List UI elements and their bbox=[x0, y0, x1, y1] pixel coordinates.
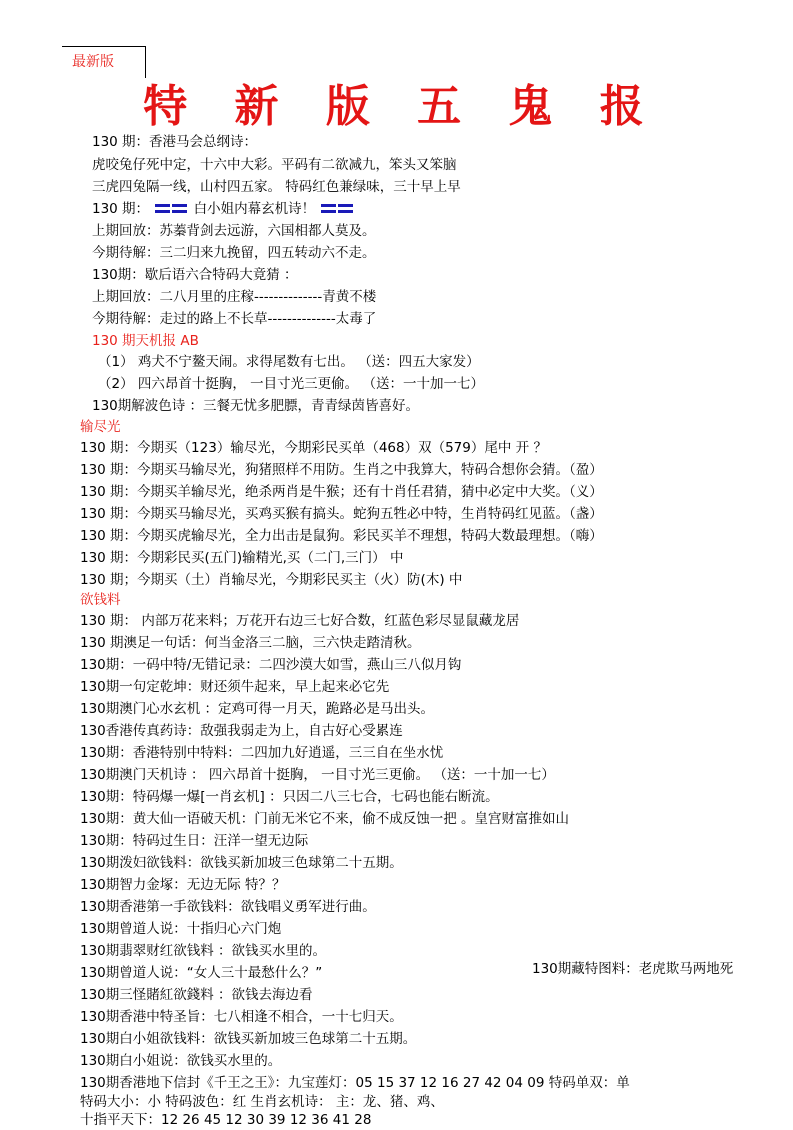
text-line: 130期翡翠财红欲钱料 ：欲钱买水里的。 bbox=[80, 943, 327, 959]
text-line: （2） 四六昂首十挺胸， 一目寸光三更偷。 （送：一十加一七） bbox=[98, 376, 484, 392]
text-line: 130期泼妇欲钱料：欲钱买新加坡三色球第二十五期。 bbox=[80, 855, 403, 871]
text-line: 130期香港地下信封《千王之王》：九宝莲灯：05 15 37 12 16 27 42 04 09 特码单双：单 bbox=[80, 1075, 630, 1091]
text-line: 130 期澳足一句话：何当金洛三二脑，三六快走踏清秋。 bbox=[80, 635, 421, 651]
line-prefix: 130 期： bbox=[92, 201, 150, 217]
section-heading: 130 期天机报 AB bbox=[92, 333, 199, 349]
text-line: 130香港传真药诗：敌强我弱走为上，自古好心受累连 bbox=[80, 723, 403, 739]
text-line: 130期香港第一手欲钱料：欲钱唱义勇军进行曲。 bbox=[80, 899, 376, 915]
text-line: 130 期：今期买虎输尽光，全力出击是鼠狗。彩民买羊不理想，特码大数最理想。（嗨） bbox=[80, 528, 603, 544]
flag-icon bbox=[155, 203, 187, 215]
text-line: 特码大小：小 特码波色：红 生肖玄机诗： 主：龙、猪、鸡、 bbox=[80, 1094, 444, 1110]
text-line: 130期一句定乾坤：财还须牛起来，早上起来必它先 bbox=[80, 679, 390, 695]
side-note: 130期藏特图料：老虎欺马两地死 bbox=[532, 961, 734, 977]
text-line: （1） 鸡犬不宁鳌天闹。求得尾数有七出。 （送：四五大家发） bbox=[98, 354, 480, 370]
text-line: 130期：香港特别中特料：二四加九好逍遥，三三自在坐水忧 bbox=[80, 745, 444, 761]
text-line: 130 期：今期买羊输尽光，绝杀两肖是牛猴；还有十肖任君猜，猜中必定中大奖。（义） bbox=[80, 484, 603, 500]
text-line: 130期：黄大仙一语破天机：门前无米它不来，偷不成反蚀一把 。皇宫财富推如山 bbox=[80, 811, 570, 827]
text-line: 130期三怪賭紅欲錢料 ：欲钱去海边看 bbox=[80, 987, 313, 1003]
text-line: 三虎四兔隔一线，山村四五家。 特码红色兼绿味，三十早上早 bbox=[92, 179, 461, 195]
page-title: 特 新 版 五 鬼 报 bbox=[143, 81, 660, 132]
text-line: 130 期：香港马会总纲诗： bbox=[92, 134, 258, 150]
text-line: 130 期：今期买马输尽光，买鸡买猴有搞头。蛇狗五牲必中特，生肖特码红见蓝。（盏） bbox=[80, 506, 603, 522]
text-line: 今期待解：三二归来九挽留，四五转动六不走。 bbox=[92, 245, 376, 261]
text-line: 130期：特码爆一爆[一肖玄机] ：只因二八三七合，七码也能右断流。 bbox=[80, 789, 499, 805]
text-line: 130期曾道人说：十指归心六门炮 bbox=[80, 921, 282, 937]
text-line: 130期白小姐欲钱料：欲钱买新加坡三色球第二十五期。 bbox=[80, 1031, 417, 1047]
text-line: 130期：歇后语六合特码大竟猜 ： bbox=[92, 267, 298, 283]
text-line: 130期澳门心水玄机 ：定鸡可得一月天，跪路必是马出头。 bbox=[80, 701, 435, 717]
text-line: 今期待解：走过的路上不长草--------------太毒了 bbox=[92, 311, 377, 327]
text-line: 130期澳门天机诗 ： 四六昂首十挺胸， 一目寸光三更偷。 （送：一十加一七） bbox=[80, 767, 555, 783]
text-line: 虎咬兔仔死中定，十六中大彩。平码有二欲减九，笨头又笨脑 bbox=[92, 157, 457, 173]
text-line: 130 期： 内部万花来料；万花开右边三七好合数，红蓝色彩尽显鼠藏龙居 bbox=[80, 613, 520, 629]
section-heading: 输尽光 bbox=[80, 419, 121, 435]
text-line: 130期：一码中特/无错记录：二四沙漠大如雪，燕山三八似月钩 bbox=[80, 657, 462, 673]
line-text: 白小姐内幕玄机诗！ bbox=[193, 201, 316, 217]
text-line: 130期香港中特圣旨：七八相逢不相合，一十七归天。 bbox=[80, 1009, 403, 1025]
text-line: 上期回放：苏蓁背剑去远游，六国相都人莫及。 bbox=[92, 223, 376, 239]
flag-icon bbox=[321, 203, 353, 215]
text-line: 130期解波色诗 ：三餐无忧多肥膘，青青绿茵皆喜好。 bbox=[92, 398, 420, 414]
text-line: 130期智力金塚：无边无际 特？？ bbox=[80, 877, 286, 893]
text-line: 130 期；今期买（土）肖输尽光，今期彩民买主（火）防(木) 中 bbox=[80, 572, 463, 588]
text-line: 十指平天下：12 26 45 12 30 39 12 36 41 28 bbox=[80, 1112, 372, 1128]
text-line bbox=[92, 199, 355, 219]
text-line: 130 期：今期买（123）输尽光，今期彩民买单（468）双（579）尾中 开 ？ bbox=[80, 440, 547, 456]
text-line: 上期回放：二八月里的庄稼--------------青黄不楼 bbox=[92, 289, 377, 305]
badge-label: 最新版 bbox=[72, 54, 114, 70]
text-line: 130期白小姐说：欲钱买水里的。 bbox=[80, 1053, 282, 1069]
section-heading: 欲钱料 bbox=[80, 592, 121, 608]
text-line: 130期曾道人说：“女人三十最愁什么？” bbox=[80, 965, 323, 981]
text-line: 130 期：今期彩民买(五门)输精光,买（二门,三门） 中 bbox=[80, 550, 404, 566]
text-line: 130 期：今期买马输尽光，狗猪照样不用防。生肖之中我算大，特码合想你会猜。（盈） bbox=[80, 462, 603, 478]
text-line: 130期：特码过生日：汪洋一望无边际 bbox=[80, 833, 309, 849]
